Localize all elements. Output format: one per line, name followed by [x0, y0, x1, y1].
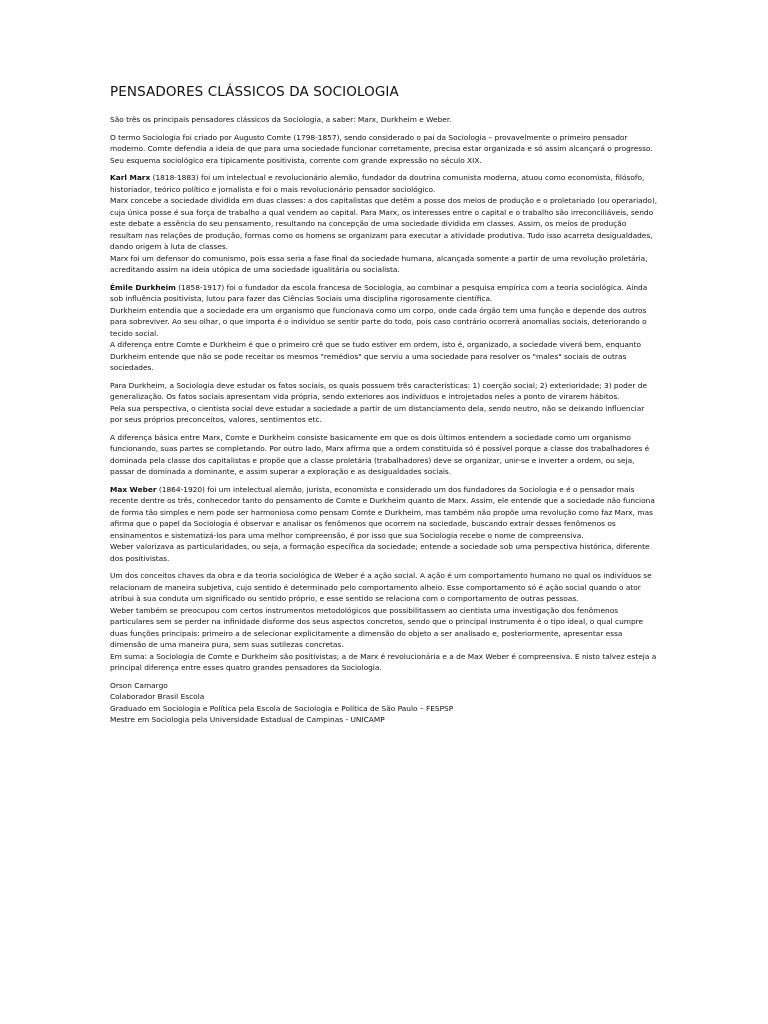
difference-paragraph: A diferença básica entre Marx, Comte e Durkheim consiste basicamente em que os dois últimos entendem a sociedade como um organismo funcionando, suas partes se completando. Por outro lado, Marx afirma que a ordem constituída só é possível porque a classe dos trabalhadores é dominada pela classe dos capitalistas e propõe que a classe proletária (trabalhadores) deve se organizar, unir-se e inverter a ordem, ou seja, passar de dominada a dominante, e assim superar a exploração e as desigualdades sociais. [110, 432, 650, 476]
intro-paragraph: São três os principais pensadores clássicos da Sociologia, a saber: Marx, Durkheim e Weber. [110, 115, 452, 124]
document-title: PENSADORES CLÁSSICOS DA SOCIOLOGIA [110, 84, 399, 100]
weber-paragraph-2: Weber valorizava as particularidades, ou seja, a formação específica da sociedade; entende a sociedade sob uma perspectiva histórica, diferente dos positivistas. [110, 542, 650, 563]
author-name: Orson Camargo [110, 680, 168, 690]
durkheim-paragraph-3: A diferença entre Comte e Durkheim é que o primeiro crê que se tudo estiver em ordem, isto é, organizado, a sociedade viverá bem, enquanto Durkheim entende que não se pode receitar os mesmos "remédios" que serviu a uma sociedade para resolver os "males" sociais de outras sociedades. [110, 340, 642, 372]
marx-paragraph-3: Marx foi um defensor do comunismo, pois essa seria a fase final da sociedade humana, alcançada somente a partir de uma revolução proletária, acreditando assim na ideia utópica de uma sociedade igualitária ou socialista. [110, 253, 648, 274]
durkheim-name: Émile Durkheim [110, 282, 176, 292]
author-line-3: Mestre em Sociologia pela Universidade Estadual de Campinas - UNICAMP [110, 715, 385, 724]
weber-paragraph-5: Em suma: a Sociologia de Comte e Durkheim são positivistas; a de Marx é revolucionária e a de Max Weber é compreensiva. E nisto talvez esteja a principal diferença entre esses quatro grandes pensadores da Sociologia. [110, 651, 657, 672]
marx-paragraph-1-text: (1818-1883) foi um intelectual e revolucionário alemão, fundador da doutrina comunista moderna, atuou como economista, filósofo, historiador, teórico político e jornalista e foi o mais revolucionário pensador sociológico. [110, 173, 645, 194]
author-line-2: Graduado em Sociologia e Política pela Escola de Sociologia e Política de São Paulo – FESPSP [110, 703, 454, 713]
durkheim-paragraph-2: Durkheim entendia que a sociedade era um organismo que funcionava como um corpo, onde cada órgão tem uma função e depende dos outros para sobreviver. Ao seu olhar, o que importa é o indivíduo se sentir parte do todo, pois caso contrário ocorrerá anomalias sociais, deteriorando o tecido social. [110, 305, 647, 338]
document-page [110, 84, 658, 726]
marx-paragraph-1 [110, 172, 658, 195]
weber-paragraph-1 [110, 484, 658, 542]
weber-paragraph-4: Weber também se preocupou com certos instrumentos metodológicos que possibilitassem ao cientista uma investigação dos fenômenos particulares sem se perder na infinidade disforme dos seus aspectos concretos, sendo que o principal instrumento é o tipo ideal, o qual cumpre duas funções principais: primeiro a de selecionar explicitamente a dimensão do objeto a ser analisado e, posteriormente, apresentar essa dimensão de uma maneira pura, sem suas sutilezas concretas. [110, 605, 644, 649]
durkheim-paragraph-4: Para Durkheim, a Sociologia deve estudar os fatos sociais, os quais possuem três características: 1) coerção social; 2) exterioridade; 3) poder de generalização. Os fatos sociais apresentam vida própria, sendo exteriores aos indivíduos e introjetados neles a ponto de virarem hábitos. [110, 380, 648, 401]
marx-name: Karl Marx [110, 173, 151, 182]
durkheim-paragraph-1-text: (1858-1917) foi o fundador da escola francesa de Sociologia, ao combinar a pesquisa empírica com a teoria sociológica. Ainda sob influência positivista, lutou para fazer das Ciências Sociais uma disciplina rigorosamente científica. [110, 282, 648, 303]
durkheim-paragraph-5: Pela sua perspectiva, o cientista social deve estudar a sociedade a partir de um distanciamento dela, sendo neutro, não se deixando influenciar por seus próprios preconceitos, valores, sentimentos etc. [110, 403, 645, 424]
author-signature [110, 680, 658, 726]
weber-name: Max Weber [110, 484, 157, 494]
marx-paragraph-2: Marx concebe a sociedade dividida em duas classes: a dos capitalistas que detêm a posse dos meios de produção e o proletariado (ou operariado), cuja única posse é sua força de trabalho a qual vendem ao capital. Para Marx, os interesses entre o capital e o trabalho são irreconciliáveis, sendo este debate a essência do seu pensamento, resultando na concepção de uma sociedade dividida em classes. Assim, os meios de produção resultam nas relações de produção, formas como os homens se organizam para executar a atividade produtiva. Tudo isso acarreta desigualdades, dando origem à luta de classes. [110, 196, 658, 251]
comte-paragraph: O termo Sociologia foi criado por Augusto Comte (1798-1857), sendo considerado o pai da Sociologia – provavelmente o primeiro pensador moderno. Comte defendia a ideia de que para uma sociedade funcionar corretamente, precisa estar organizada e só assim alcançará o progresso. Seu esquema sociológico era tipicamente positivista, corrente com grande expressão no século XIX. [110, 132, 653, 165]
author-line-1: Colaborador Brasil Escola [110, 692, 205, 701]
durkheim-paragraph-1 [110, 282, 658, 305]
weber-paragraph-1-text: (1864-1920) foi um intelectual alemão, jurista, economista e considerado um dos fundadores da Sociologia e é o pensador mais recente dentre os três, conhecedor tanto do pensamento de Comte e Durkheim quanto de Marx. Assim, ele entende que a sociedade não funciona de forma tão simples e nem pode ser harmoniosa como pensam Comte e Durkheim, mas também não propõe uma revolução como faz Marx, mas afirma que o papel da Sociologia é observar e analisar os fenômenos que ocorrem na sociedade, buscando extrair desses fenômenos os ensinamentos e sistematizá-los para uma melhor compreensão, é por isso que sua Sociologia recebe o nome de compreensiva. [110, 484, 655, 540]
weber-paragraph-3: Um dos conceitos chaves da obra e da teoria sociológica de Weber é a ação social. A ação é um comportamento humano no qual os indivíduos se relacionam de maneira subjetiva, cujo sentido é determinado pelo comportamento alheio. Esse comportamento só é ação social quando o ator atribui à sua conduta um significado ou sentido próprio, e esse sentido se relaciona com o comportamento de outras pessoas. [110, 571, 652, 603]
